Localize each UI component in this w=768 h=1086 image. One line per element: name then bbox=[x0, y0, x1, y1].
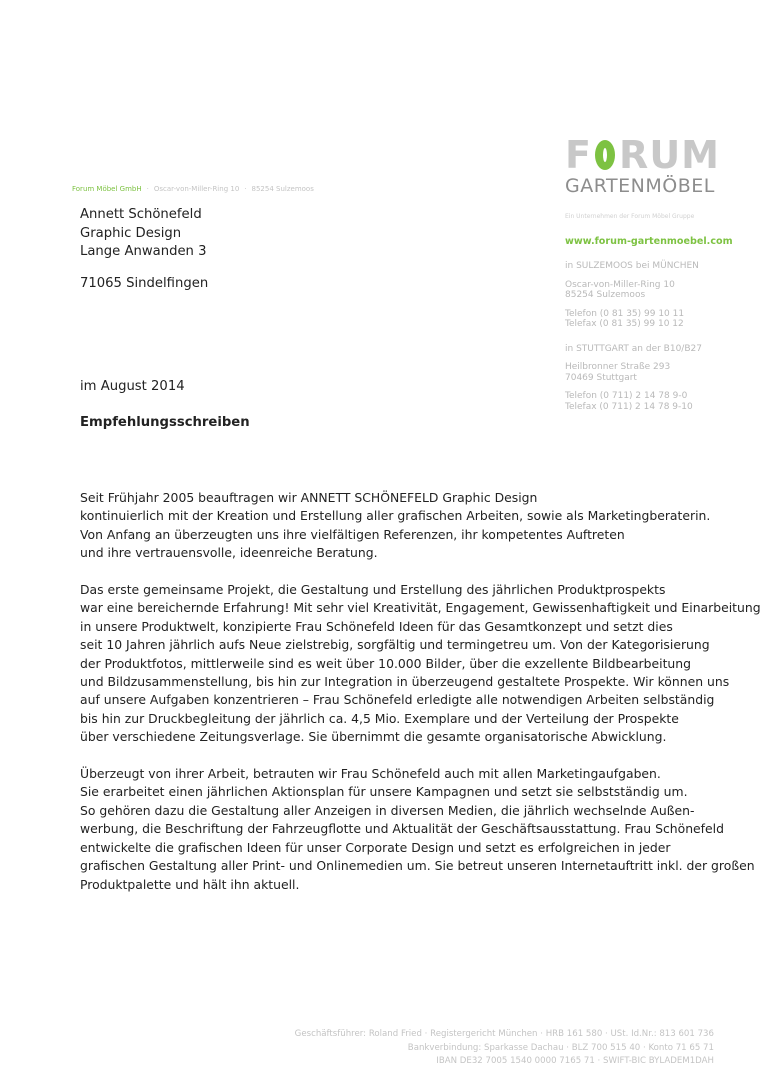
footer-bank: Bankverbindung: Sparkasse Dachau · BLZ 700 515 40 · Konto 71 65 71 bbox=[407, 1042, 714, 1053]
logo-letter-f: F bbox=[565, 133, 592, 177]
sender-city: 85254 Sulzemoos bbox=[251, 185, 314, 193]
body-line: war eine bereichernde Erfahrung! Mit sehr viel Kreativität, Engagement, Gewissenhaftigkeit und Einarbeitung bbox=[80, 600, 761, 616]
contact-column bbox=[565, 212, 735, 412]
location-phone: Telefon (0 711) 2 14 78 9-0 bbox=[565, 391, 688, 401]
recipient-company: Graphic Design bbox=[80, 225, 182, 241]
location-fax: Telefax (0 81 35) 99 10 12 bbox=[565, 319, 684, 329]
sender-address-line: Forum Möbel GmbH · Oscar-von-Miller-Ring 10 · 85254 Sulzemoos bbox=[72, 185, 314, 193]
logo-letter-u: U bbox=[649, 133, 682, 177]
footer-management: Geschäftsführer: Roland Fried · Registergericht München · HRB 161 580 · USt. Id.Nr.: 813 601 736 bbox=[294, 1029, 714, 1039]
location-phone: Telefon (0 81 35) 99 10 11 bbox=[565, 308, 685, 319]
recipient-address bbox=[80, 206, 207, 262]
body-paragraph-3 bbox=[80, 765, 755, 894]
company-logo bbox=[565, 133, 720, 197]
body-line: der Produktfotos, mittlerweile sind es weit über 10.000 Bilder, über die exzellente Bildbearbeitung bbox=[80, 655, 691, 671]
location-street: Oscar-von-Miller-Ring 10 bbox=[565, 279, 675, 290]
location-city: 85254 Sulzemoos bbox=[565, 290, 646, 300]
body-line: und Bildzusammenstellung, bis hin zur Integration in überzeugend gestaltete Prospekte. Wir können uns bbox=[80, 674, 730, 690]
body-line: seit 10 Jahren jährlich aufs Neue zielstrebig, sorgfältig und termingetreu um. Von der Kategorisierung bbox=[80, 637, 710, 653]
letter-subject: Empfehlungsschreiben bbox=[80, 415, 250, 430]
body-line: Sie erarbeitet einen jährlichen Aktionsplan für unsere Kampagnen und setzt sie selbstständig um. bbox=[80, 784, 688, 800]
recipient-city: 71065 Sindelfingen bbox=[80, 276, 209, 291]
body-line: entwickelte die grafischen Ideen für unser Corporate Design und setzt es erfolgreichen in jeder bbox=[80, 839, 671, 855]
location-fax: Telefax (0 711) 2 14 78 9-10 bbox=[565, 401, 693, 412]
logo-tagline: Ein Unternehmen der Forum Möbel Gruppe bbox=[565, 213, 695, 220]
body-paragraph-1 bbox=[80, 489, 720, 563]
sender-street: Oscar-von-Miller-Ring 10 bbox=[153, 185, 240, 193]
body-line: werbung, die Beschriftung der Fahrzeugflotte und Aktualität der Geschäftsausstattung. Frau Schönefeld bbox=[80, 821, 724, 837]
body-line: So gehören dazu die Gestaltung aller Anzeigen in diversen Medien, die jährlich wechselnde Außen- bbox=[80, 802, 695, 818]
location-street: Heilbronner Straße 293 bbox=[565, 362, 671, 372]
logo-letter-m: M bbox=[681, 133, 720, 177]
body-line: Überzeugt von ihrer Arbeit, betrauten wir Frau Schönefeld auch mit allen Marketingaufgaben. bbox=[80, 766, 661, 782]
logo-letter-r: R bbox=[619, 133, 650, 177]
location-sulzemoos bbox=[565, 261, 735, 330]
location-heading: in STUTTGART an der B10/B27 bbox=[565, 343, 702, 354]
body-line: über verschiedene Zeitungsverlage. Sie übernimmt die gesamte organisatorische Abwicklung. bbox=[80, 729, 667, 745]
letter-footer bbox=[295, 1028, 714, 1069]
body-line: grafischen Gestaltung aller Print- und Onlinemedien um. Sie betreut unseren Internetauftritt inkl. der großen bbox=[80, 858, 755, 874]
footer-iban: IBAN DE32 7005 1540 0000 7165 71 · SWIFT-BIC BYLADEM1DAH bbox=[436, 1056, 714, 1066]
body-line: in unsere Produktwelt, konzipierte Frau Schönefeld Ideen für das Gesamtkonzept und setzt dies bbox=[80, 618, 673, 634]
location-heading: in SULZEMOOS bei MÜNCHEN bbox=[565, 261, 699, 271]
body-line: und ihre vertrauensvolle, ideenreiche Beratung. bbox=[80, 545, 378, 561]
logo-wordmark bbox=[565, 133, 720, 177]
recipient-street: Lange Anwanden 3 bbox=[80, 244, 207, 259]
recipient-name: Annett Schönefeld bbox=[80, 207, 202, 222]
body-line: kontinuierlich mit der Kreation und Erstellung aller grafischen Arbeiten, sowie als Marketingberaterin. bbox=[80, 508, 711, 524]
body-line: Von Anfang an überzeugten uns ihre vielfältigen Referenzen, ihr kompetentes Auftreten bbox=[80, 526, 625, 542]
body-paragraph-2 bbox=[80, 581, 761, 747]
body-line: auf unsere Aufgaben konzentrieren – Frau Schönefeld erledigte alle notwendigen Arbeiten selbständig bbox=[80, 692, 715, 708]
body-line: Produktpalette und hält ihn aktuell. bbox=[80, 876, 300, 892]
location-city: 70469 Stuttgart bbox=[565, 372, 637, 383]
letter-date: im August 2014 bbox=[80, 379, 185, 394]
logo-subtitle: GARTENMÖBEL bbox=[565, 175, 715, 197]
location-stuttgart bbox=[565, 344, 735, 413]
letter-body bbox=[80, 489, 761, 912]
sender-company: Forum Möbel GmbH bbox=[72, 185, 142, 193]
body-line: bis hin zur Druckbegleitung der jährlich ca. 4,5 Mio. Exemplare und der Verteilung der Prospekte bbox=[80, 710, 679, 726]
website-link[interactable]: www.forum-gartenmoebel.com bbox=[565, 235, 733, 247]
body-line: Seit Frühjahr 2005 beauftragen wir ANNETT SCHÖNEFELD Graphic Design bbox=[80, 490, 538, 505]
body-line: Das erste gemeinsame Projekt, die Gestaltung und Erstellung des jährlichen Produktprospekts bbox=[80, 582, 666, 598]
logo-o-ring-icon bbox=[595, 140, 615, 170]
